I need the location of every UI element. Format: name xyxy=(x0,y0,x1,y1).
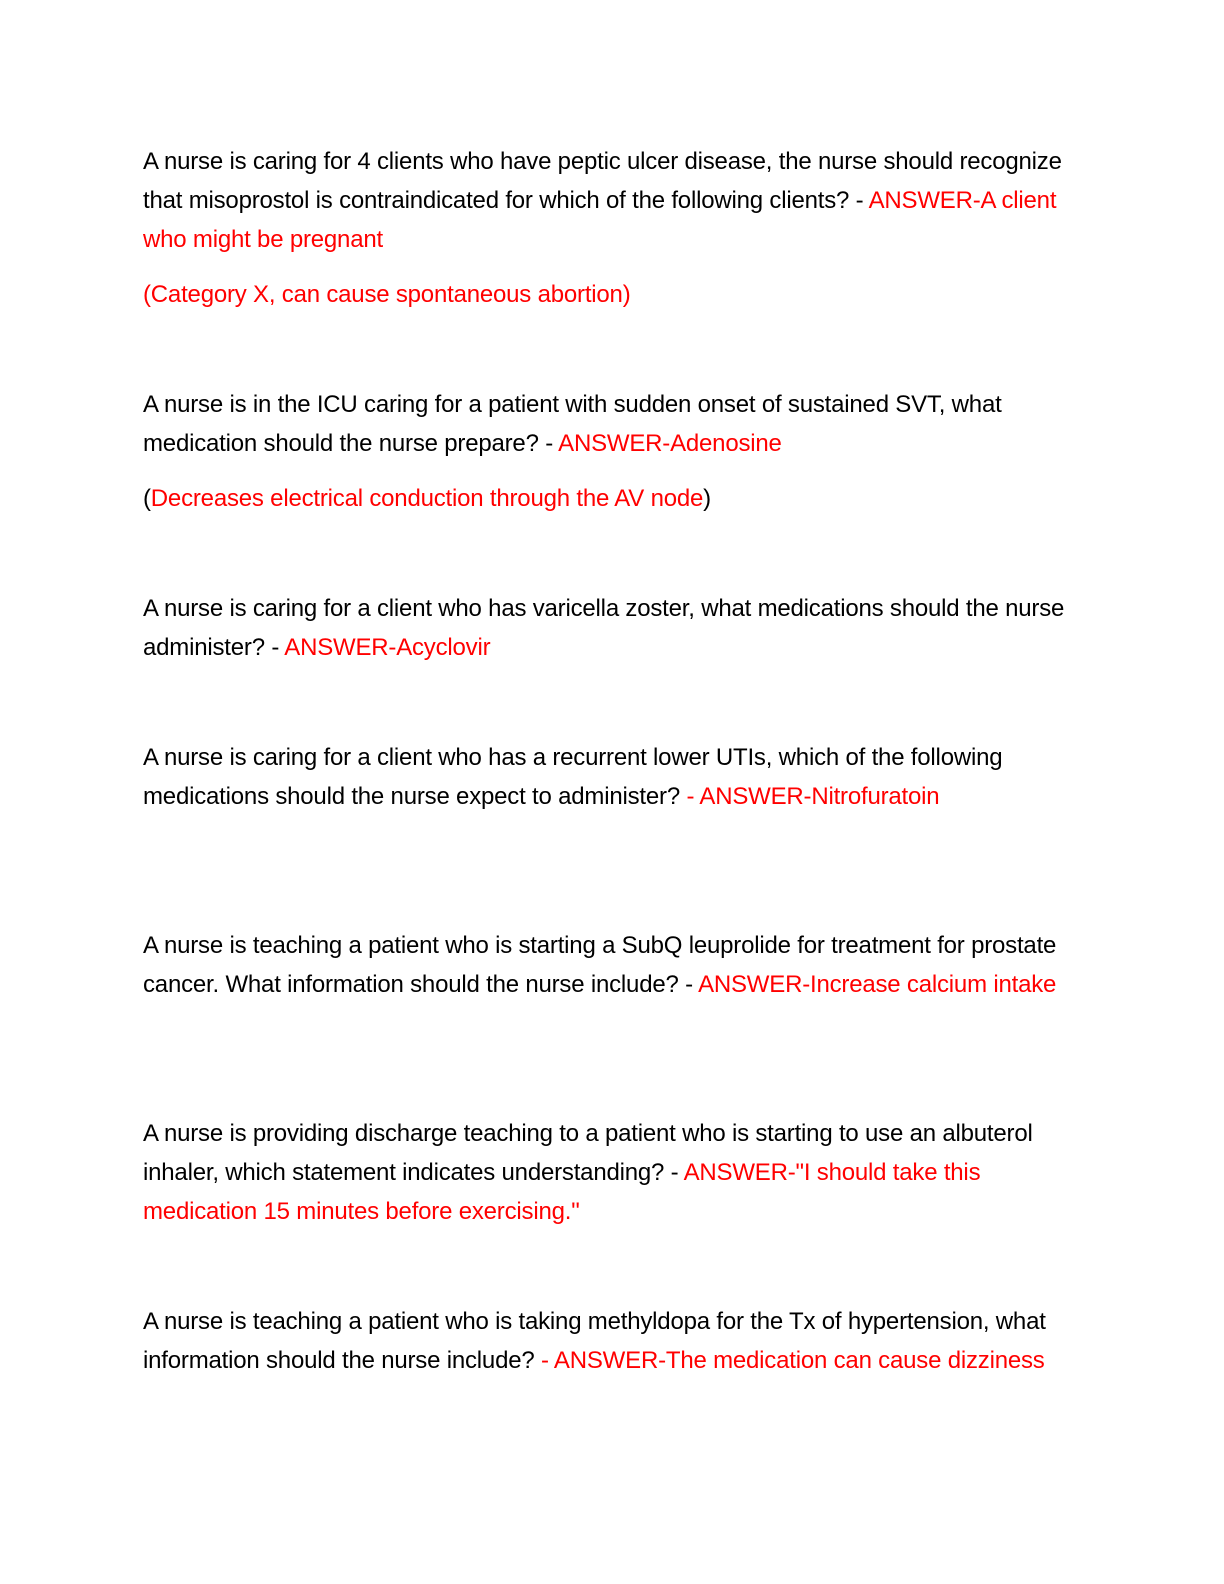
qa-item-6 xyxy=(143,1114,1073,1231)
answer-text: ANSWER-Increase calcium intake xyxy=(698,971,1057,998)
qa-item-4 xyxy=(143,738,1073,816)
qa-item-2 xyxy=(143,385,1073,463)
question-text: A nurse is caring for a client who has a recurrent lower UTIs, which of the following medications should the nurse expect to administer? xyxy=(143,744,1003,810)
note-close-paren: ) xyxy=(703,485,711,512)
question-text: A nurse is teaching a patient who is taking methyldopa for the Tx of hypertension, what information should the nurse include? xyxy=(143,1308,1046,1374)
qa-item-5 xyxy=(143,926,1073,1004)
answer-text: - ANSWER-Nitrofuratoin xyxy=(686,783,940,810)
answer-note-text: (Category X, can cause spontaneous abortion) xyxy=(143,281,631,308)
question-text: A nurse is caring for a client who has varicella zoster, what medications should the nurse administer? - xyxy=(143,595,1065,661)
question-text: A nurse is providing discharge teaching to a patient who is starting to use an albuterol inhaler, which statement indicates understanding? - xyxy=(143,1120,1033,1186)
answer-text: - ANSWER-The medication can cause dizziness xyxy=(541,1347,1045,1374)
question-text: A nurse is teaching a patient who is starting a SubQ leuprolide for treatment for prostate cancer. What information should the nurse include? - xyxy=(143,932,1057,998)
answer-text: ANSWER-Acyclovir xyxy=(284,634,491,661)
answer-note-2 xyxy=(143,479,1073,518)
question-text: A nurse is in the ICU caring for a patient with sudden onset of sustained SVT, what medication should the nurse prepare? - xyxy=(143,391,1002,457)
answer-note-text: Decreases electrical conduction through the AV node xyxy=(150,485,704,512)
qa-item-1 xyxy=(143,142,1073,259)
question-text: A nurse is caring for 4 clients who have peptic ulcer disease, the nurse should recognize that misoprostol is contraindicated for which of the following clients? - xyxy=(143,148,1062,214)
answer-text: ANSWER-"I should take this medication 15 minutes before exercising." xyxy=(143,1159,981,1225)
answer-text: ANSWER-Adenosine xyxy=(558,430,782,457)
qa-item-3 xyxy=(143,589,1073,667)
answer-text: ANSWER-A client who might be pregnant xyxy=(143,187,1057,253)
qa-item-7 xyxy=(143,1302,1073,1380)
note-open-paren: ( xyxy=(143,485,151,512)
answer-note-1 xyxy=(143,275,1073,314)
